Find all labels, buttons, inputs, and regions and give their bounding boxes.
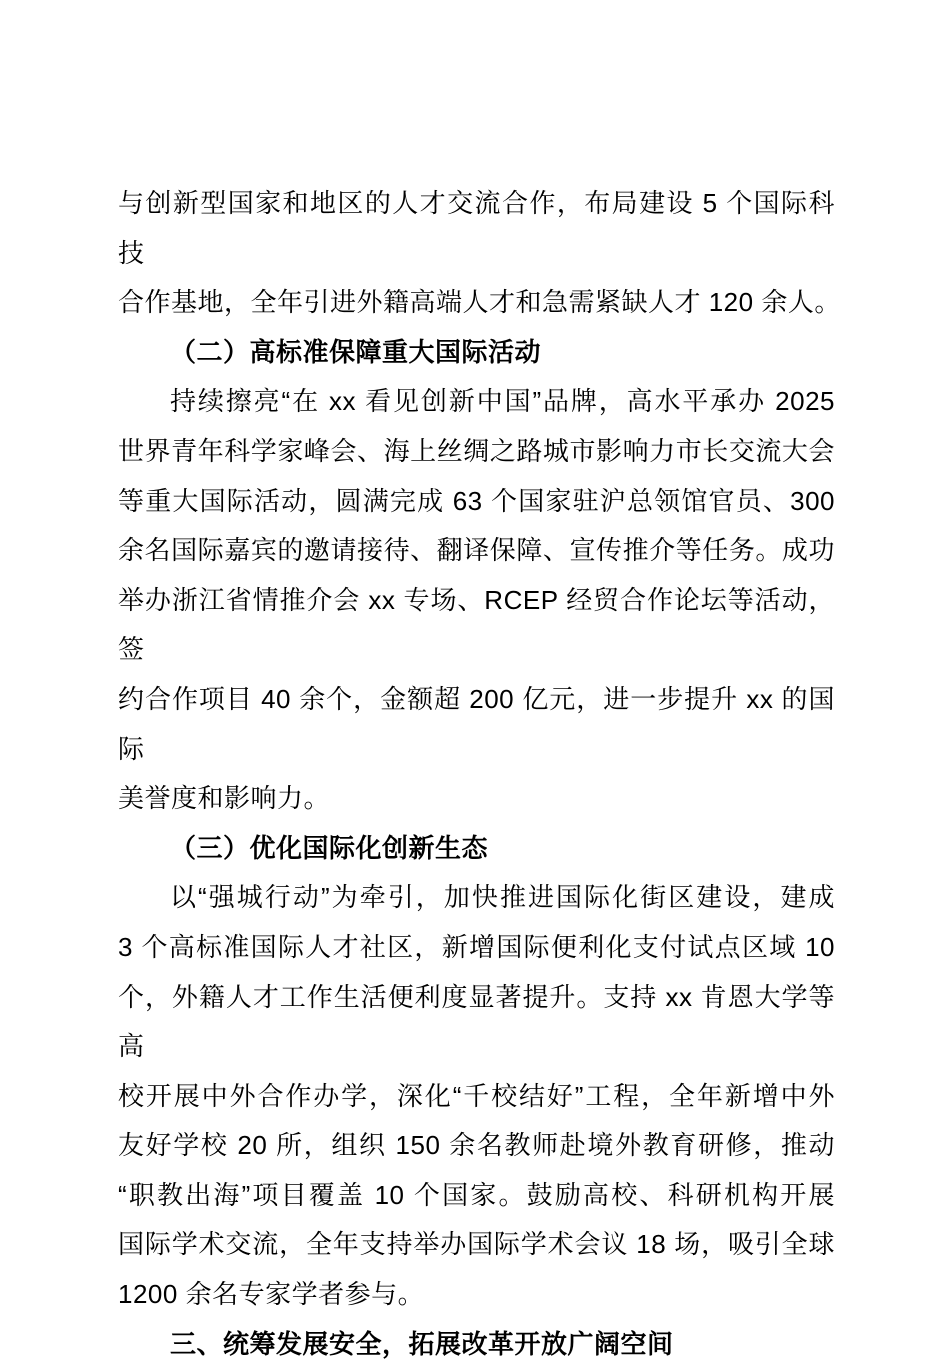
body-paragraph [118, 377, 835, 823]
text-line: 个，外籍人才工作生活便利度显著提升。支持 xx 肯恩大学等高 [118, 981, 835, 1062]
text-line: 国际学术交流，全年支持举办国际学术会议 18 场，吸引全球 [118, 1229, 835, 1260]
heading-line: （二）高标准保障重大国际活动 [170, 336, 542, 367]
section-heading [118, 824, 835, 874]
document-body [118, 179, 841, 1369]
text-line: 与创新型国家和地区的人才交流合作，布局建设 5 个国际科技 [118, 188, 835, 268]
heading-line: （三）优化国际化创新生态 [170, 832, 489, 863]
text-line: 举办浙江省情推介会 xx 专场、RCEP 经贸合作论坛等活动，签 [118, 584, 835, 665]
text-line: 美誉度和影响力。 [118, 783, 331, 814]
text-line: 余名国际嘉宾的邀请接待、翻译保障、宣传推介等任务。成功 [118, 535, 835, 566]
text-line: 3 个高标准国际人才社区，新增国际便利化支付试点区域 10 [118, 931, 835, 962]
text-line: 校开展中外合作办学，深化“千校结好”工程，全年新增中外 [118, 1080, 835, 1111]
text-line: 合作基地，全年引进外籍高端人才和急需紧缺人才 120 余人。 [118, 287, 841, 318]
text-line: 1200 余名专家学者参与。 [118, 1279, 425, 1310]
text-line: 友好学校 20 所，组织 150 余名教师赴境外教育研修，推动 [118, 1130, 835, 1161]
body-paragraph [118, 873, 835, 1319]
text-line: 以“强城行动”为牵引，加快推进国际化街区建设，建成 [170, 882, 835, 913]
text-line: 约合作项目 40 余个，金额超 200 亿元，进一步提升 xx 的国际 [118, 683, 835, 764]
heading-line: 三、统筹发展安全，拓展改革开放广阔空间 [170, 1328, 674, 1359]
body-paragraph [118, 179, 841, 328]
text-line: “职教出海”项目覆盖 10 个国家。鼓励高校、科研机构开展 [118, 1179, 835, 1210]
text-line: 等重大国际活动，圆满完成 63 个国家驻沪总领馆官员、300 [118, 485, 835, 516]
section-heading [118, 328, 835, 378]
section-heading [118, 1320, 835, 1369]
text-line: 世界青年科学家峰会、海上丝绸之路城市影响力市长交流大会 [118, 435, 835, 466]
text-line: 持续擦亮“在 xx 看见创新中国”品牌，高水平承办 2025 [170, 386, 835, 417]
